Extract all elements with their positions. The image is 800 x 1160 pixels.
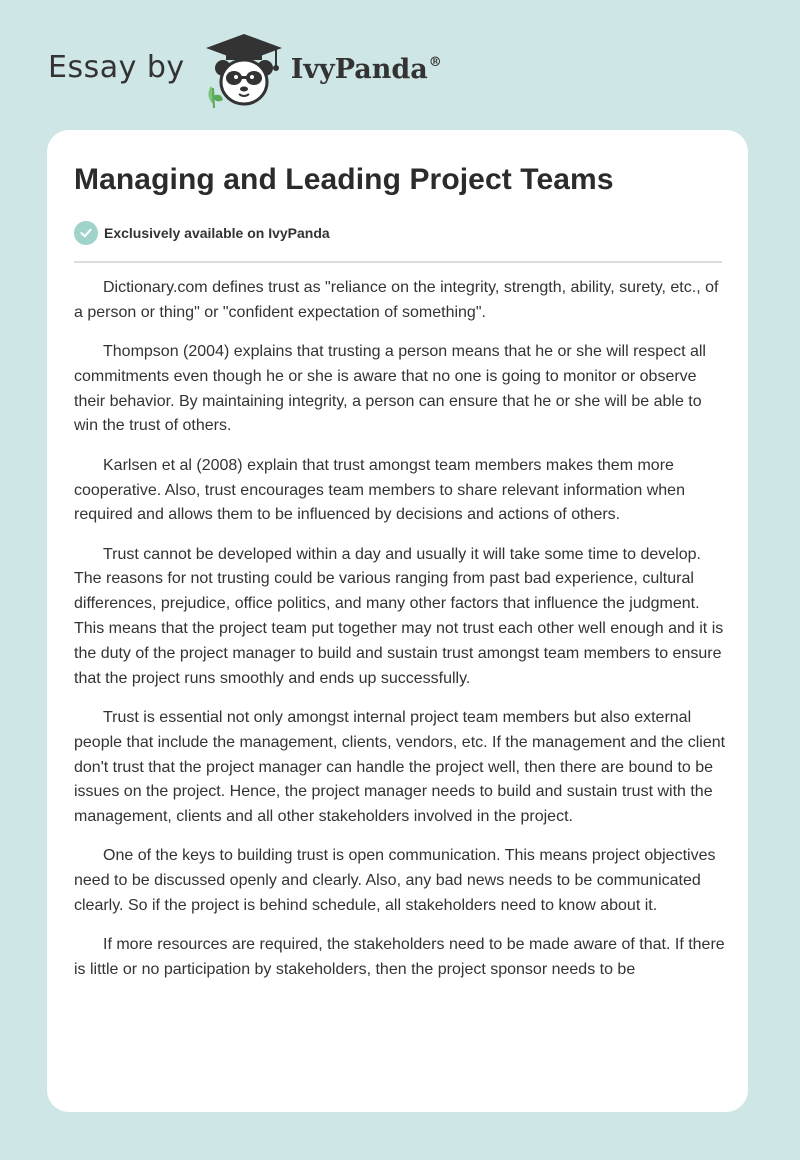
registered-mark: ® xyxy=(428,54,442,70)
paragraph: Trust is essential not only amongst internal project team members but also external people that include the management, clients, vendors, etc. If the management and the client don't trust that the project manager can handle the project well, then there are bound to be issues on the project. Hence, the project manager needs to build and sustain trust with the management, clients and all other stakeholders involved in the project. xyxy=(74,708,726,826)
essay-body xyxy=(74,276,726,997)
paragraph: Trust cannot be developed within a day and usually it will take some time to develop. The reasons for not trusting could be various ranging from past bad experience, cultural differences, prejudice, office politics, and many other factors that influence the judgment. This means that the project team put together may not trust each other well enough and it is the duty of the project manager to build and sustain trust amongst team members to ensure that the project runs smoothly and ends up successfully. xyxy=(74,545,724,687)
brand-name[interactable]: IvyPanda® xyxy=(290,53,442,85)
paragraph: One of the keys to building trust is open communication. This means project objectives need to be discussed openly and clearly. Also, any bad news needs to be communicated clearly. So if the project is behind schedule, all stakeholders need to know about it. xyxy=(74,847,716,915)
panda-logo-icon[interactable] xyxy=(199,30,289,110)
paragraph: Thompson (2004) explains that trusting a person means that he or she will respect all commitments even though he or she is aware that no one is going to monitor or observe their behavior. By maintaining integrity, a person can ensure that he or she will be able to win the trust of others. xyxy=(74,343,706,435)
page-title: Managing and Leading Project Teams xyxy=(74,163,614,196)
exclusive-badge-label: Exclusively available on IvyPanda xyxy=(104,225,330,241)
essay-card xyxy=(47,130,748,1112)
check-circle-icon xyxy=(74,221,98,245)
paragraph: If more resources are required, the stakeholders need to be made aware of that. If there is little or no participation by stakeholders, then the project sponsor needs to be xyxy=(74,936,725,979)
exclusive-badge xyxy=(74,221,330,245)
paragraph: Karlsen et al (2008) explain that trust amongst team members makes them more cooperative. Also, trust encourages team members to share relevant information when required and allows them to be influenced by decisions and actions of others. xyxy=(74,456,685,524)
panda-graduate-icon xyxy=(199,30,289,110)
paragraph: Dictionary.com defines trust as "reliance on the integrity, strength, ability, surety, etc., of a person or thing" or "confident expectation of something". xyxy=(74,279,719,321)
site-header xyxy=(48,30,442,110)
title-divider xyxy=(74,261,722,263)
essay-by-label: Essay by xyxy=(48,49,185,85)
